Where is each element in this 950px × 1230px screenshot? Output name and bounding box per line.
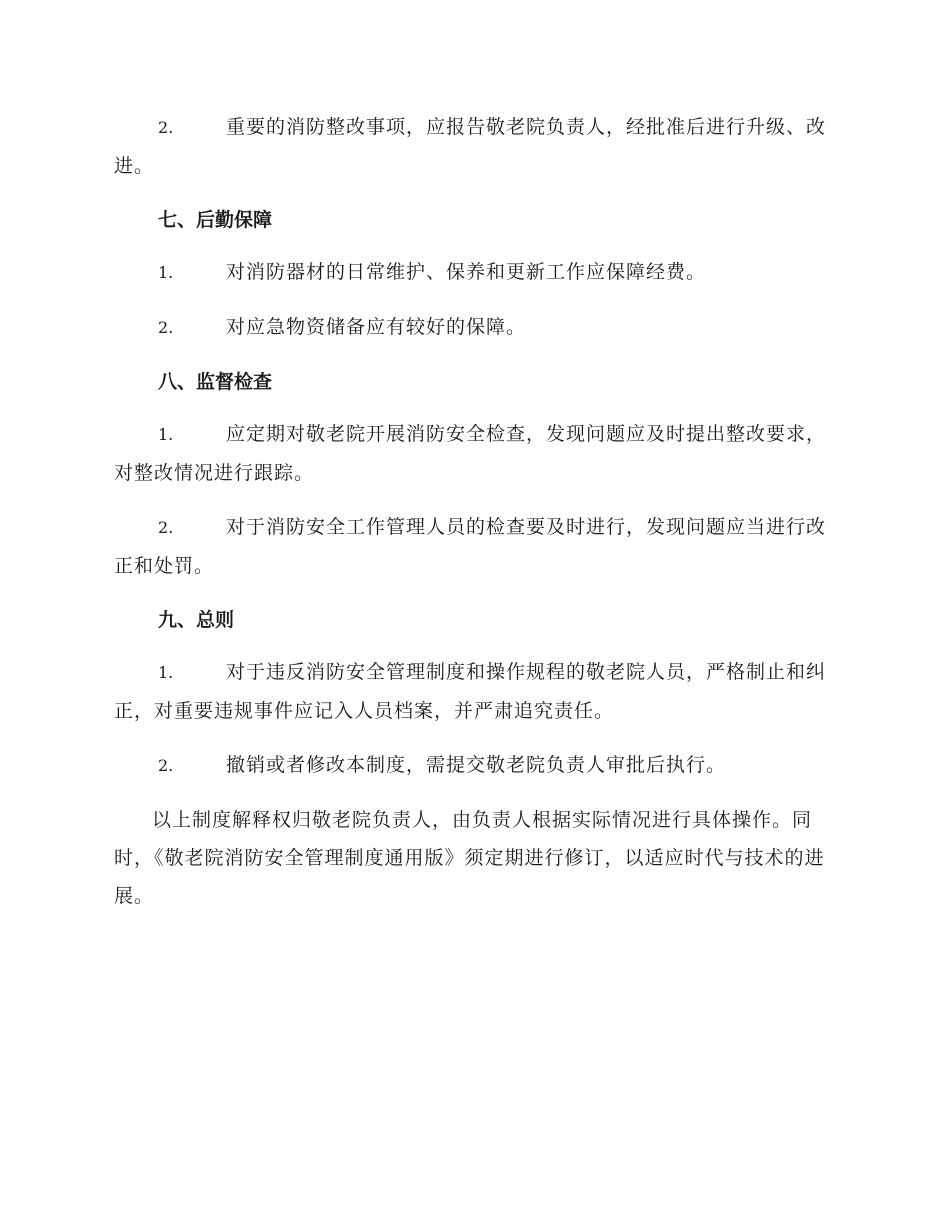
item-number: 2. <box>158 118 174 137</box>
document-body <box>114 108 836 915</box>
item-number: 1. <box>158 263 174 282</box>
item-number: 1. <box>158 663 174 682</box>
item-number: 2. <box>158 518 174 537</box>
list-item <box>114 108 836 185</box>
item-text: 对于消防安全工作管理人员的检查要及时进行，发现问题应当进行改正和处罚。 <box>114 516 827 577</box>
item-text: 对于违反消防安全管理制度和操作规程的敬老院人员，严格制止和纠正，对重要违规事件应记入人员档案，并严肃追究责任。 <box>114 661 827 722</box>
item-number: 2. <box>158 318 174 337</box>
section-heading-logistics: 七、后勤保障 <box>158 209 273 231</box>
section-heading-supervision: 八、监督检查 <box>158 371 273 393</box>
item-number: 2. <box>158 756 174 775</box>
closing-paragraph: 以上制度解释权归敬老院负责人，由负责人根据实际情况进行具体操作。同时，《敬老院消防安全管理制度通用版》须定期进行修订，以适应时代与技术的进展。 <box>114 809 825 907</box>
item-text: 对消防器材的日常维护、保养和更新工作应保障经费。 <box>226 261 707 283</box>
item-text: 撤销或者修改本制度，需提交敬老院负责人审批后执行。 <box>226 754 727 776</box>
list-item <box>114 653 836 730</box>
list-item <box>114 508 836 585</box>
list-item <box>114 746 836 785</box>
list-item <box>114 308 836 347</box>
item-text: 重要的消防整改事项，应报告敬老院负责人，经批准后进行升级、改进。 <box>114 116 827 177</box>
list-item <box>114 253 836 292</box>
item-text: 应定期对敬老院开展消防安全检查，发现问题应及时提出整改要求，对整改情况进行跟踪。 <box>114 423 827 484</box>
item-text: 对应急物资储备应有较好的保障。 <box>226 316 527 338</box>
item-number: 1. <box>158 425 174 444</box>
list-item <box>114 415 836 492</box>
section-heading-general: 九、总则 <box>158 609 235 631</box>
